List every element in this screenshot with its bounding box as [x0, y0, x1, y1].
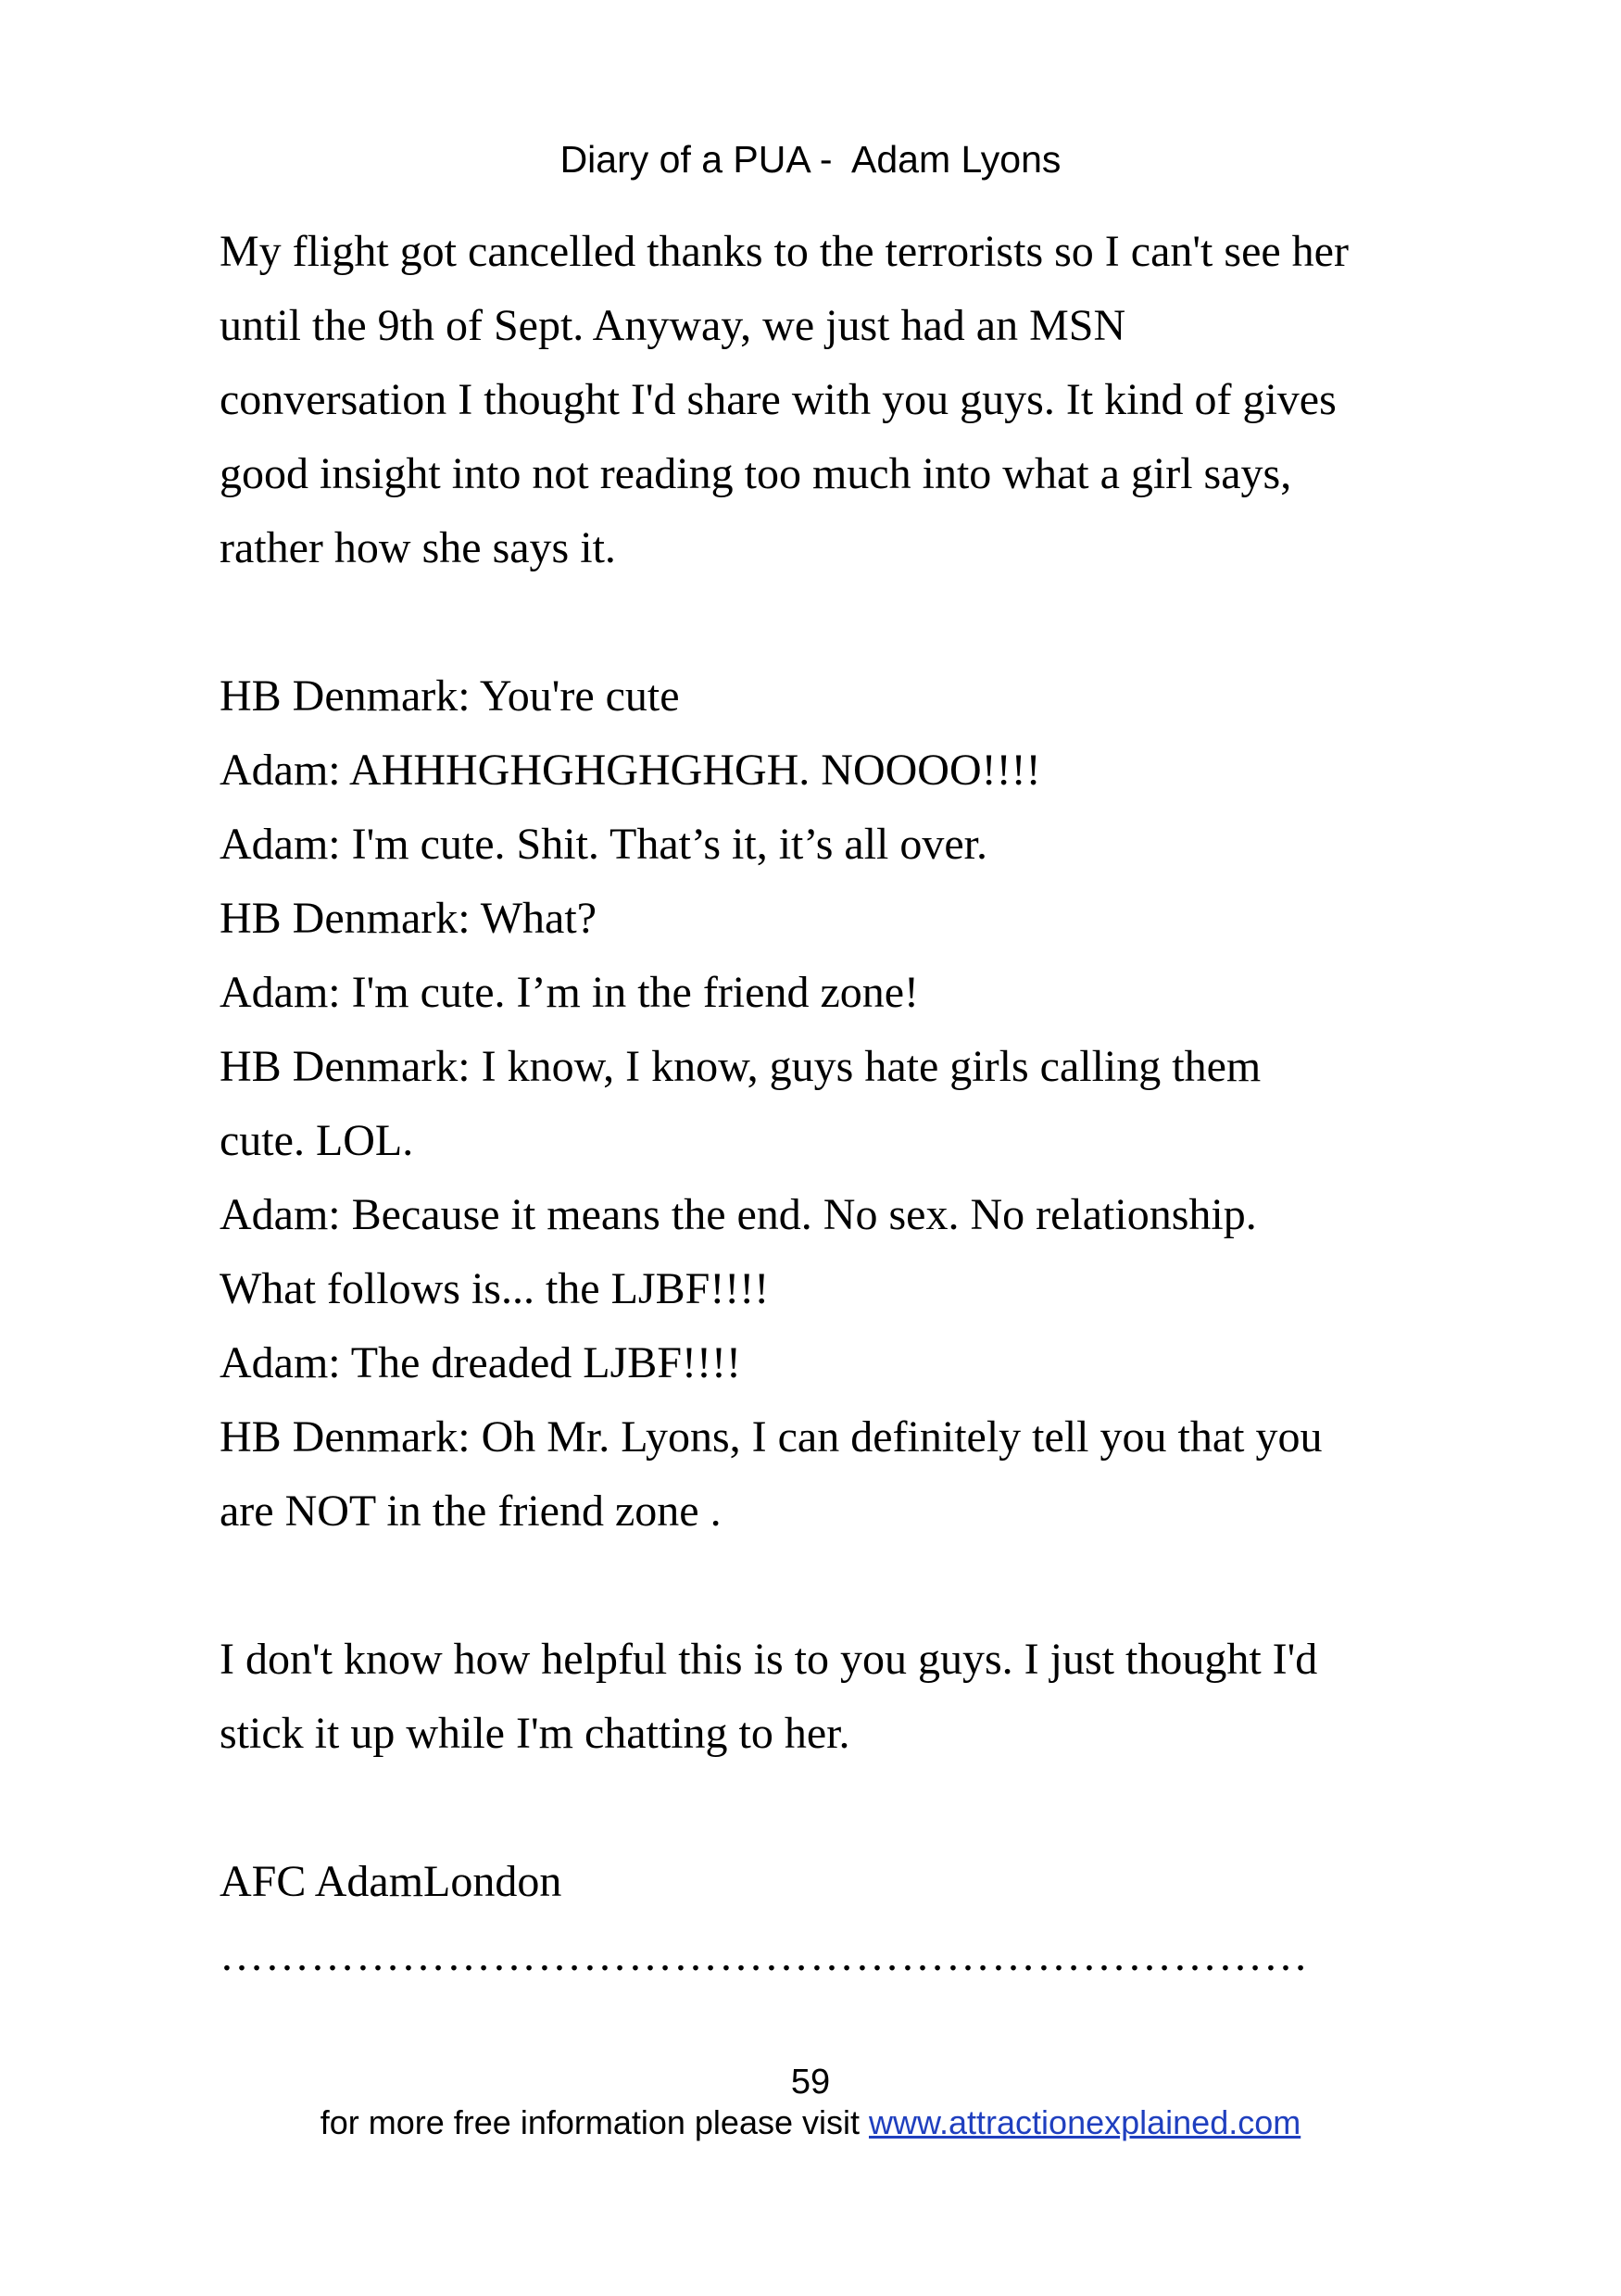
separator-dots: ……………………………………………………………… [220, 1931, 1309, 1980]
chat-line-8: Adam: Because it means the end. No sex. No relationship. [220, 1190, 1257, 1239]
chat-line-4: HB Denmark: What? [220, 894, 597, 943]
paragraph-gap [220, 1549, 1424, 1623]
intro-line-4: good insight into not reading too much into what a girl says, [220, 449, 1292, 498]
chat-line-3: Adam: I'm cute. Shit. That’s it, it’s all over. [220, 820, 988, 869]
intro-line-2: until the 9th of Sept. Anyway, we just had an MSN [220, 301, 1126, 350]
paragraph-gap [220, 585, 1424, 659]
intro-line-5: rather how she says it. [220, 523, 616, 572]
footer-note-text: for more free information please visit [320, 2103, 869, 2141]
chat-line-10: Adam: The dreaded LJBF!!!! [220, 1338, 741, 1387]
closing-line-1: I don't know how helpful this is to you guys. I just thought I'd [220, 1635, 1318, 1684]
chat-line-2: Adam: AHHHGHGHGHGHGH. NOOOO!!!! [220, 746, 1041, 795]
running-header: Diary of a PUA - Adam Lyons [559, 138, 1062, 181]
chat-line-6: HB Denmark: I know, I know, guys hate girls calling them [220, 1042, 1262, 1091]
page-number: 59 [790, 2063, 831, 2102]
body-text [220, 215, 1424, 1993]
website-link[interactable]: www.attractionexplained.com [869, 2103, 1301, 2141]
intro-line-1: My flight got cancelled thanks to the terrorists so I can't see her [220, 227, 1349, 276]
signature: AFC AdamLondon [220, 1857, 562, 1906]
chat-line-7: cute. LOL. [220, 1116, 414, 1165]
closing-line-2: stick it up while I'm chatting to her. [220, 1709, 850, 1758]
chat-line-1: HB Denmark: You're cute [220, 671, 680, 721]
chat-line-11: HB Denmark: Oh Mr. Lyons, I can definitely tell you that you [220, 1412, 1323, 1462]
paragraph-gap [220, 1771, 1424, 1845]
chat-line-12: are NOT in the friend zone . [220, 1487, 722, 1536]
intro-line-3: conversation I thought I'd share with you guys. It kind of gives [220, 375, 1337, 424]
chat-line-5: Adam: I'm cute. I’m in the friend zone! [220, 968, 920, 1017]
chat-line-9: What follows is... the LJBF!!!! [220, 1264, 770, 1313]
footer-note [0, 2102, 1621, 2143]
